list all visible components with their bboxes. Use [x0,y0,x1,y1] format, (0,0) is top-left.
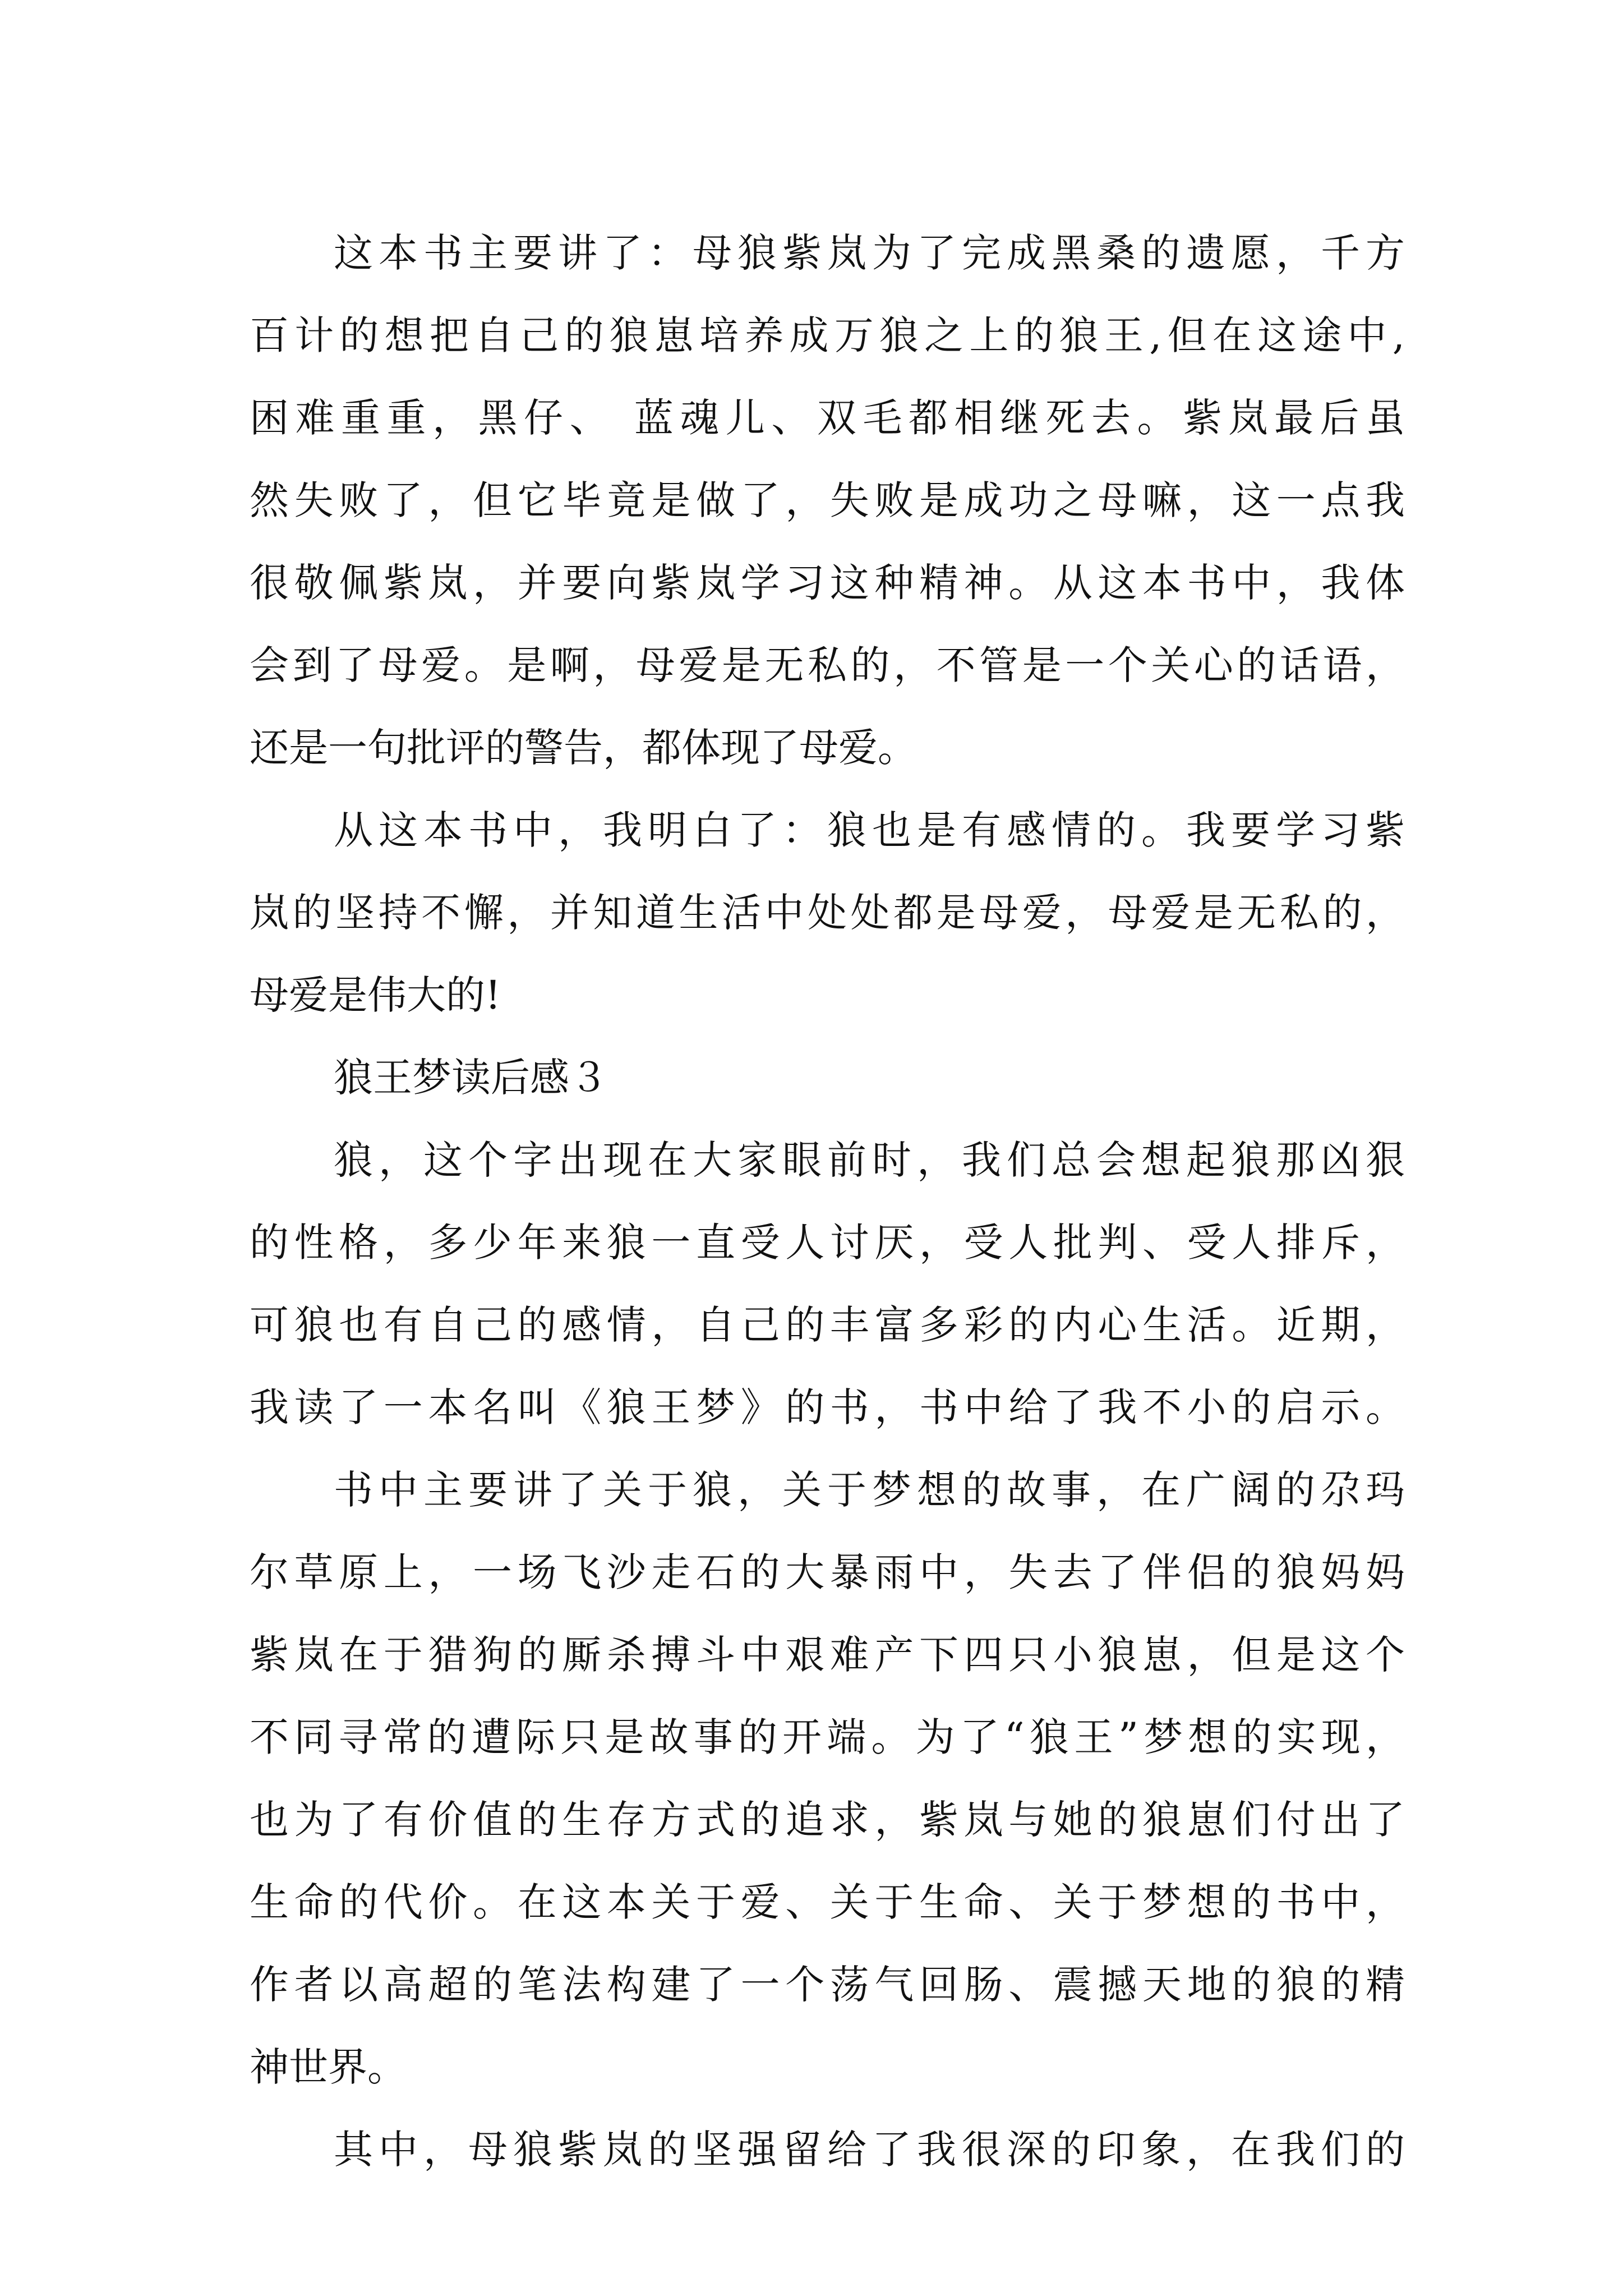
text-line: 还是一句批评的警告，都体现了母爱。 [250,725,917,771]
text-line: 可狼也有自己的感情，自己的丰富多彩的内心生活。近期， [250,1302,1405,1348]
text-line: 很敬佩紫岚，并要向紫岚学习这种精神。从这本书中，我体 [250,560,1405,606]
text-line: 尔草原上，一场飞沙走石的大暴雨中，失去了伴侣的狼妈妈 [250,1549,1405,1595]
text-line: 作者以高超的笔法构建了一个荡气回肠、震撼天地的狼的精 [250,1962,1405,2008]
text-line: 困难重重，黑仔、 蓝魂儿、双毛都相继死去。紫岚最后虽 [250,395,1405,441]
text-line: 狼王梦读后感３ [334,1055,608,1101]
text-line: 生命的代价。在这本关于爱、关于生命、关于梦想的书中， [250,1879,1405,1925]
text-line: 岚的坚持不懈，并知道生活中处处都是母爱，母爱是无私的， [250,890,1405,936]
text-line: 紫岚在于猎狗的厮杀搏斗中艰难产下四只小狼崽，但是这个 [250,1632,1405,1678]
text-line: 这本书主要讲了：母狼紫岚为了完成黑桑的遗愿，千方 [334,230,1405,276]
text-line: 神世界。 [250,2044,407,2090]
text-line: 会到了母爱。是啊，母爱是无私的，不管是一个关心的话语， [250,642,1405,688]
document-body [250,212,1405,2191]
text-line: 的性格，多少年来狼一直受人讨厌，受人批判、受人排斥， [250,1220,1405,1266]
text-line: 书中主要讲了关于狼，关于梦想的故事，在广阔的尕玛 [334,1467,1405,1513]
text-line: 我读了一本名叫《狼王梦》的书，书中给了我不小的启示。 [250,1384,1405,1430]
text-line: 其中，母狼紫岚的坚强留给了我很深的印象，在我们的 [334,2127,1405,2173]
text-line: 从这本书中，我明白了：狼也是有感情的。我要学习紫 [334,807,1405,853]
text-line: 狼，这个字出现在大家眼前时，我们总会想起狼那凶狠 [334,1137,1405,1183]
text-line: 母爱是伟大的! [250,972,501,1018]
text-line: 也为了有价值的生存方式的追求，紫岚与她的狼崽们付出了 [250,1797,1405,1843]
text-line: 然失败了，但它毕竟是做了，失败是成功之母嘛，这一点我 [250,477,1405,523]
text-line: 不同寻常的遭际只是故事的开端。为了“狼王”梦想的实现， [250,1714,1405,1760]
text-line: 百计的想把自己的狼崽培养成万狼之上的狼王,但在这途中, [250,312,1405,358]
